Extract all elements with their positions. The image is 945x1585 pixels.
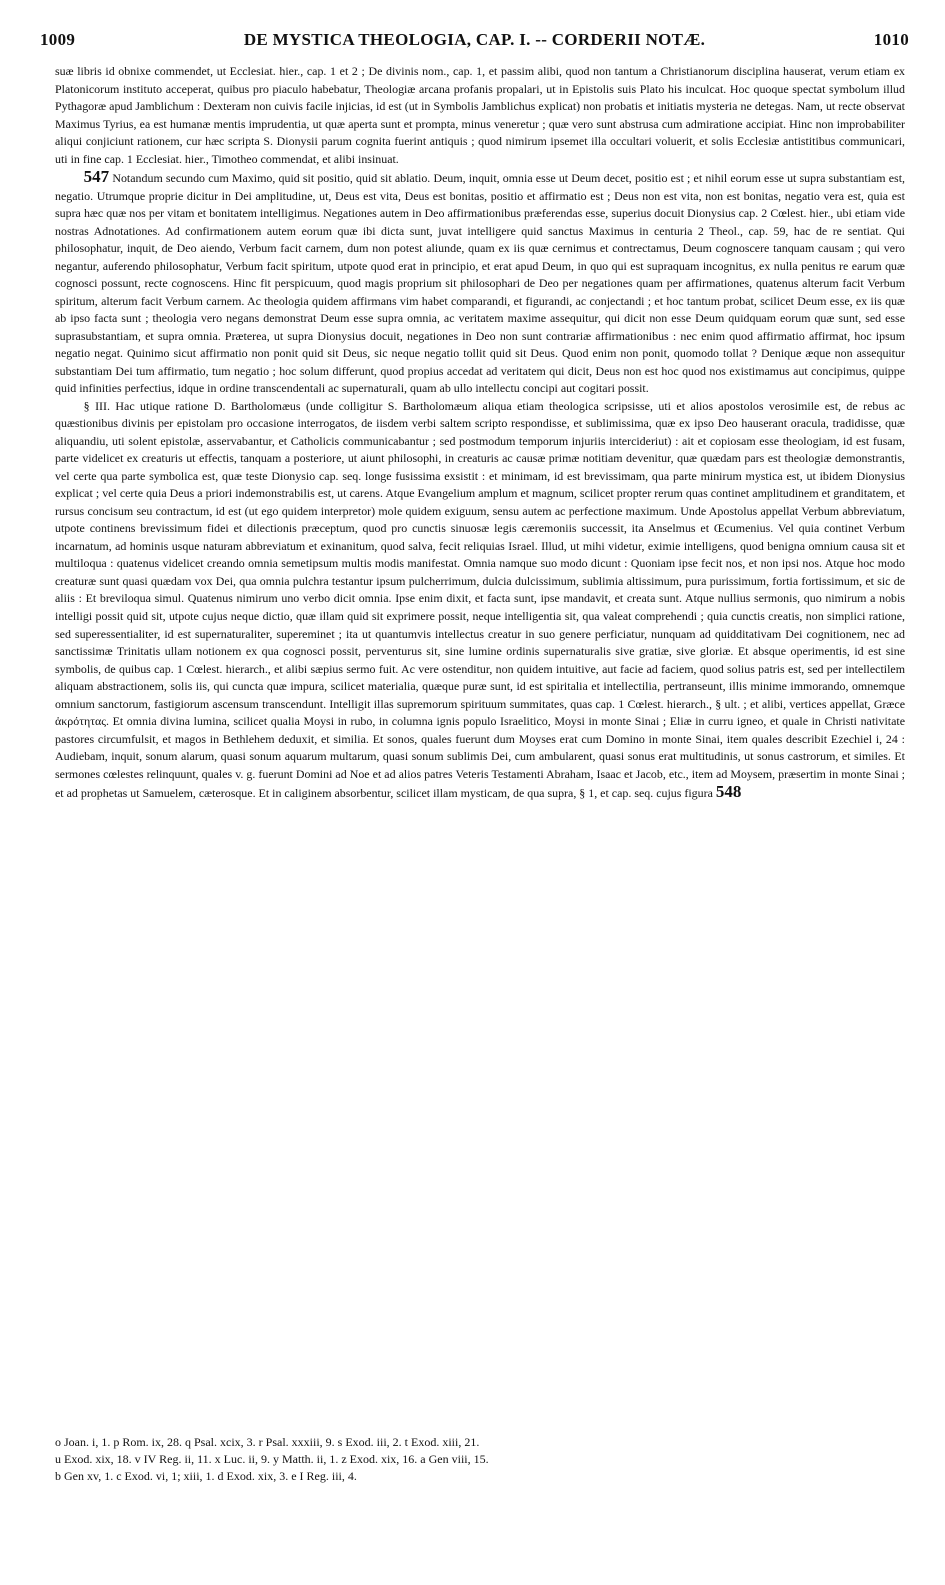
footnotes (55, 1434, 905, 1485)
paragraph-3-text: § III. Hac utique ratione D. Bartholomæus (unde colligitur S. Bartholomæum aliqua etiam theologica scripsisse, uti et alios apostolos verosimile est, de rebus ac quæstionibus divinis per epistolam pro occasione interrogatos, de iisdem verbi saltem scripto respondisse, et sublimissima, quæ ex ipso Deo hauserant oracula, tradidisse, quæ aliquandiu, uti solent epistolæ, asservabantur, et Catholicis communicabantur ; sed postmodum temporum injuriis intercideriut) : ait et copiosam esse theologiam, id est fusam, parte videlicet ex creaturis ut effectis, tanquam a posteriore, ut aiunt philosophi, in creaturis ac causæ primæ notitiam devenitur, quæ quædam pars est theologiæ demonstrantis, vel certe qua parte symbolica est, quæ teste Dionysio cap. seq. longe fusissima exsistit : et minimam, id est brevissimam, qua parte minirum mystica est, ut ibidem Dionysius explicat ; vel certe quia Deus a priori indemonstrabilis est, ut carens. Atque Evangelium amplum et magnum, scilicet propter rerum quas continet amplitudinem et granditatem, et rursus concisum seu contractum, id est (ut ego quidem interpretor) mole quidem exiguum, sensu autem ac perfectione maximum. Unde Apostolus appellat Verbum abbreviatum, utpote continens brevissimum fidei et dilectionis præceptum, quod pro cunctis sinuosæ legis cæremoniis successit, ita Anselmus et Œcumenius. Vel quia continet Verbum incarnatum, ad hominis usque naturam abbreviatum et exinanitum, quod salva, fecit reliquias Israel. Illud, ut mihi videtur, eximie intelligens, quod benigna omnium causa sit et multiloqua : quatenus videlicet creando omnia semetipsum multis modis manifestat. Omnia namque suo modo dicunt : Quoniam ipse fecit nos, et non ipsi nos. Atque hoc modo creaturæ sunt quasi quædam vox Dei, qua omnia pulchra testantur ipsum pulcherrimum, dulcia dulcissimum, sublimia altissimum, pura purissimum, fortia fortissimum, et sic de aliis : Et breviloqua simul. Quatenus nimirum uno verbo dicit omnia. Ipse enim dixit, et facta sunt, ipse mandavit, et creata sunt. Atque nullius sermonis, quo nimirum a nobis intelligi possit quid sit, utpote cujus neque dictio, quæ illam quid sit exprimere possit, neque intelligentia sit, qua valeat comprehendi ; quia cunctis creatis, non simplici ratione, sed superessentialiter, id est supernaturaliter, supereminet ; ita ut quantumvis intellectus creatur in suo genere perficiatur, nunquam ad quidditativam Dei cognitionem, nec ad sanctissimæ Trinitatis ullam notionem ex qua cognosci possit, perventurus sit, sine lumine ordinis supernaturalis sive gratiæ, sive gloriæ. Et absque operimentis, id est sine symbolis, de quibus cap. 1 Cœlest. hierarch., et alibi sæpius sermo fuit. Ac vere ostenditur, non quidem intuitive, aut facie ad faciem, quod solius patris est, sed per intellectilem aliquam abstractionem, solis iis, qui cuncta quæ impura, scilicet materialia, quæque puræ sunt, id est spiritalia et intellectilia, pertranseunt, illis minime immorando, omnemque omnium sanctorum, fastigiorum ascensum transcendunt. Intelligit illas supremorum spirituum summitates, quas cap. 1 Cœlest. hierarch., § ult. ; et alibi, vertices appellat, Græce ἀκρότητας. Et omnia divina lumina, scilicet qualia Moysi in rubo, in columna ignis populo Israelitico, Moysi in monte Sinai ; Eliæ in curru igneo, et quale in Christi nativitate pastores circumfulsit, et magos in Bethlehem deduxit, et similia. Et sonos, quales fuerunt dum Moyses erat cum Domino in monte Sinai, item quales describit Ezechiel i, 24 : Audiebam, inquit, sonum alarum, quasi sonum aquarum multarum, quasi sonum sublimis Dei, cum ambularent, quasi sonus erat multitudinis, ut sonus castrorum, et similes. Et sermones cœlestes relinquunt, quales v. g. fuerunt Domini ad Noe et ad alios patres Veteris Testamenti Abraham, Isaac et Jacob, etc., item ad Moysem, præsertim in monte Sinai ; et ad prophetas ut Samuelem, cæterosque. Et in caliginem absorbentur, scilicet illam mysticam, de qua supra, § 1, et cap. seq. cujus figura (55, 398, 905, 801)
paragraph-1: suæ libris id obnixe commendet, ut Ecclesiat. hier., cap. 1 et 2 ; De divinis nom., cap. 1, et passim alibi, quod non tantum a Christianorum disciplina hauserat, verum etiam ex Platonicorum instituto acceperat, quibus pro piaculo habebatur, Theologiæ arcana profanis propalari, ut in Epistolis suis Plato his inculcat. Hoc quoque spectat symbolum illud Pythagoræ apud Jamblichum : Dexteram non cuivis facile injicias, id est (ut in Symbolis Jamblichus explicat) non probatis et initiatis mysteria ne detegas. Nam, ut recte observat Maximus Tyrius, ea est humanæ mentis imprudentia, ut quæ aperta sunt et prompta, minus veneretur ; quæ vero sunt abstrusa cum admiratione accipiat. Hinc non improbabiliter aliqui conjiciunt rationem, cur hæc scripta S. Dionysii parum cognita fuerint antiquis ; quod nimirum ipsemet illa occultari voluerit, et solis Ecclesiæ antistitibus communicari, uti in fine cap. 1 Ecclesiat. hier., Timotheo commendat, et alibi insinuat. (55, 64, 905, 166)
paragraph-2 (55, 168, 905, 398)
marginal-number: 547 (83, 167, 110, 187)
footnote-line: b Gen xv, 1. c Exod. vi, 1; xiii, 1. d Exod. xix, 3. e I Reg. iii, 4. (55, 1469, 357, 1483)
footnote-line: o Joan. i, 1. p Rom. ix, 28. q Psal. xcix, 3. r Psal. xxxiii, 9. s Exod. iii, 2. t Exod. xiii, 21. (55, 1435, 480, 1449)
paragraph-2-text: Notandum secundo cum Maximo, quid sit positio, quid sit ablatio. Deum, inquit, omnia esse ut Deum decet, positio est ; et nihil eorum esse ut supra substantiam est, negatio. Utrumque proprie dicitur in Dei amplitudine, ut, Deus est vita, Deus est bonitas, positio et affirmatio est ; Deus non est vita, non est bonitas, negatio vera est, quia est supra hæc quæ nos per vitam et bonitatem intelligimus. Negationes autem in Deo affirmationibus præferendas esse, superius docuit Dionysius cap. 2 Cœlest. hier., ubi etiam vide nostras Adnotationes. Ad confirmationem autem eorum quæ ibi dicta sunt, juvat intelligere quid sanctus Maximus in centuria 2 Theol., cap. 59, hac de re sentiat. Qui philosophatur, inquit, de Deo aiendo, Verbum facit carnem, dum non potest aliunde, quam ex iis quæ cernimus et contrectamus, Deum cognoscere tanquam causam ; qui vero negantur, auferendo philosophatur, Verbum facit spiritum, utpote quod erat in principio, et erat apud Deum, in quo qui est supraquam incognitus, ex nulla penitus re earum quæ cognosci possunt, recte cognoscens. Hinc fit perspicuum, quod magis proprium sit philosophari de Deo per negationes quam per affirmationes, quatenus alterum facit Verbum spiritum, alterum facit Verbum carnem. Ac theologia quidem affirmans vim habet comparandi, et figurandi, ac conjectandi ; et hoc tantum probat, scilicet Deum esse, ex iis quæ ab ipso facta sunt ; theologia vero negans demonstrat Deum esse supra omnia, ac veritatem maxime assequitur, qui dicit non esse Deum quidquam eorum quæ sunt, sed esse suprasubstantiam, et supra omnia. Præterea, ut supra Dionysius docuit, negationes in Deo non sunt contrariæ affirmationibus : nec enim quod affirmatio affirmat, hoc ipsum negatio negat. Quinimo sicut affirmatio non ponit quid sit Deus, sic neque negatio tollit quid sit Deus. Quod enim non ponit, quomodo tollat ? Denique æque non assequitur substantiam Dei tum affirmatio, tum negatio ; hoc solum differunt, quod propius accedat ad veritatem qui dicit, Deus non est hoc quod nos existimamus aut concipimus, quippe quid infinities perfectius, idque in ordine transcendentali ac supernaturali, quam ab ullo intellectu concipi aut cogitari possit. (55, 171, 905, 396)
main-text (55, 63, 905, 803)
left-page-number: 1009 (40, 30, 76, 49)
marginal-number: 548 (715, 782, 742, 802)
running-title: DE MYSTICA THEOLOGIA, CAP. I. -- CORDERII NOTÆ. (243, 30, 706, 49)
footnote-line: u Exod. xix, 18. v IV Reg. ii, 11. x Luc. ii, 9. y Matth. ii, 1. z Exod. xix, 16. a Gen viii, 15. (55, 1452, 489, 1466)
paragraph-3 (55, 398, 905, 803)
running-header (40, 30, 909, 56)
right-page-number: 1010 (873, 30, 909, 49)
